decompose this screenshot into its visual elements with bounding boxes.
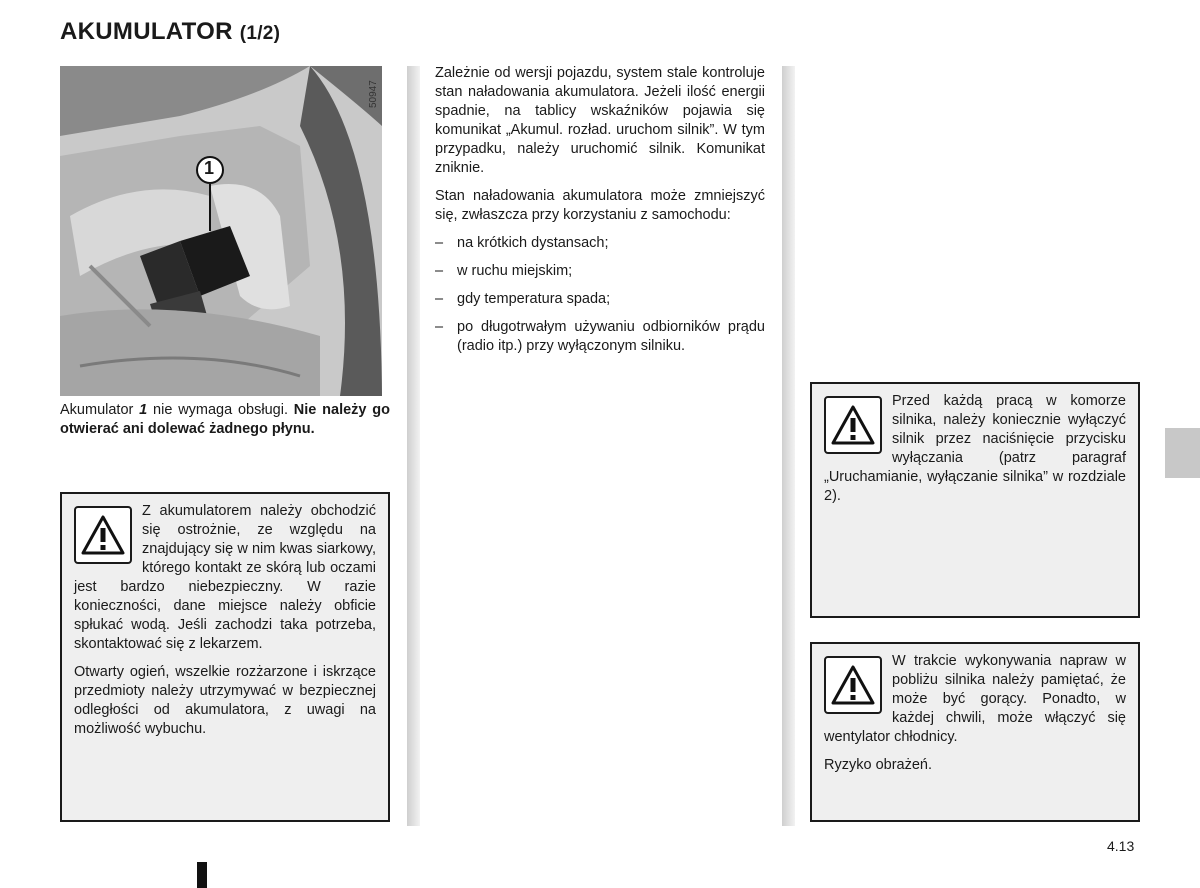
caption-bold: Nie należy go otwierać ani dolewać żadnego płynu. xyxy=(60,402,390,437)
warning-triangle-icon xyxy=(74,506,132,564)
caption-prefix: Akumulator xyxy=(60,402,140,418)
warning-paragraph: Przed każdą pracą w komorze silnika, należy koniecznie wyłączyć silnik przez naciśnięcie przycisku wyłączania (patrz paragraf „Uruchamianie, wyłączanie silnika” w rozdziale 2). xyxy=(824,393,1126,504)
column-divider-right xyxy=(782,66,795,826)
info-paragraph: Zależnie od wersji pojazdu, system stale kontroluje stan naładowania akumulatora. Jeżeli ilość energii spadnie, na tablicy wskaźników pojawia się komunikat „Akumul. rozład. uruchom silnik”. W tym przypadku, należy uruchomić silnik. Komunikat zniknie. xyxy=(435,65,765,176)
info-paragraph: Stan naładowania akumulatora może zmniejszyć się, zwłaszcza przy korzystaniu z samochodu: xyxy=(435,188,765,223)
conditions-list xyxy=(435,234,765,356)
list-item: – po długotrwałym używaniu odbiorników prądu (radio itp.) przy wyłączonym silniku. xyxy=(435,319,765,354)
column-divider-left xyxy=(407,66,420,826)
figure-caption xyxy=(60,401,390,439)
list-item: – gdy temperatura spada; xyxy=(435,291,611,307)
caption-item: 1 xyxy=(139,402,148,418)
title-part: (1/2) xyxy=(239,23,281,44)
warning-triangle-icon xyxy=(824,656,882,714)
warning-box-hot-engine xyxy=(810,642,1140,822)
page-title xyxy=(60,18,280,46)
warning-paragraph: Ryzyko obrażeń. xyxy=(824,757,932,773)
warning-paragraph: Otwarty ogień, wszelkie rozżarzone i iskrzące przedmioty należy utrzymywać w bezpiecznej odległości od akumulatora, z uwagi na możliwość wybuchu. xyxy=(74,664,376,737)
caption-middle: nie wymaga obsługi. xyxy=(147,402,294,418)
warning-triangle-icon xyxy=(824,396,882,454)
warning-box-engine-off xyxy=(810,382,1140,618)
list-item: – na krótkich dystansach; xyxy=(435,235,609,251)
engine-bay-drawing xyxy=(60,66,382,396)
crop-mark xyxy=(197,862,207,888)
page-number: 4.13 xyxy=(1107,838,1135,854)
chapter-tab xyxy=(1165,428,1200,478)
list-item: – w ruchu miejskim; xyxy=(435,263,573,279)
warning-paragraph: Z akumulatorem należy obchodzić się ostrożnie, ze względu na znajdujący się w nim kwas siarkowy, którego kontakt ze skórą lub oczami jest bardzo niebezpieczny. W razie konieczności, dane miejsce należy obficie spłukać wodą. Jeśli zachodzi taka potrzeba, skontaktować się z lekarzem. xyxy=(74,503,376,652)
warning-box-acid xyxy=(60,492,390,822)
warning-paragraph: W trakcie wykonywania napraw w pobliżu silnika należy pamiętać, że może być gorący. Ponadto, w każdej chwili, może włączyć się wentylator chłodnicy. xyxy=(824,653,1126,745)
battery-info-column xyxy=(435,64,765,365)
figure-callout: 1 xyxy=(204,158,215,178)
engine-bay-illustration xyxy=(60,66,382,396)
figure-number: 50947 xyxy=(368,80,379,108)
title-main: AKUMULATOR xyxy=(60,18,233,45)
